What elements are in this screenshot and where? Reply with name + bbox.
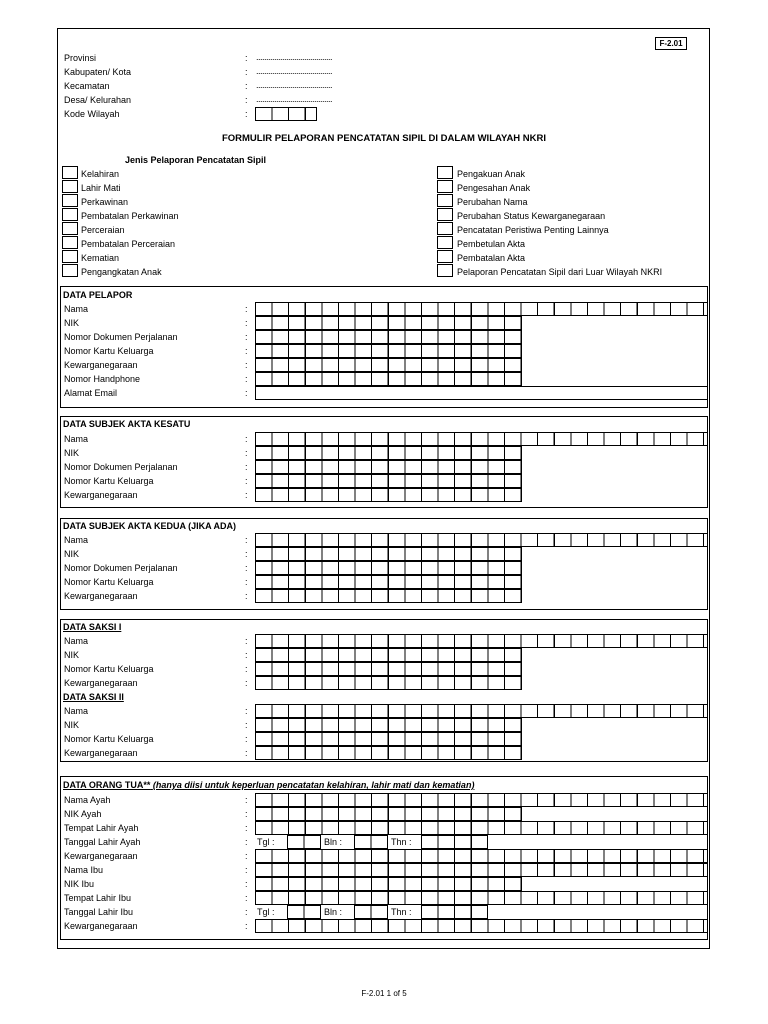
dokumen-cells[interactable] <box>255 330 522 344</box>
section-saksi1-title: DATA SAKSI I <box>63 622 122 632</box>
kecamatan-input[interactable]: ...................................... <box>256 80 333 90</box>
field-label: Nama <box>64 434 89 444</box>
field-label: Kewarganegaraan <box>64 591 138 601</box>
kabupaten-label: Kabupaten/ Kota <box>64 67 132 77</box>
report-type-checkbox[interactable] <box>62 166 78 179</box>
form-title: FORMULIR PELAPORAN PENCATATAN SIPIL DI DALAM WILAYAH NKRI <box>221 133 547 144</box>
kk-cells[interactable] <box>255 344 522 358</box>
field-label: Nomor Kartu Keluarga <box>64 734 154 744</box>
nik-cells[interactable] <box>255 446 522 460</box>
report-type-label: Perubahan Nama <box>457 197 528 207</box>
desa-input[interactable]: ...................................... <box>256 94 333 104</box>
field-label: Kewarganegaraan <box>64 360 138 370</box>
field-label: NIK <box>64 448 80 458</box>
colon: : <box>245 476 248 486</box>
kewarganegaraan-cells[interactable] <box>255 589 522 603</box>
page-footer: F-2.01 1 of 5 <box>361 989 407 998</box>
section-orangtua-title <box>63 780 474 790</box>
colon: : <box>245 577 248 587</box>
kecamatan-label: Kecamatan <box>64 81 110 91</box>
section-orangtua-title-text: DATA ORANG TUA** <box>63 780 151 790</box>
report-type-checkbox[interactable] <box>437 264 453 277</box>
field-label: NIK <box>64 318 80 328</box>
kewarganegaraan-cells[interactable] <box>255 746 522 760</box>
email-field[interactable] <box>255 386 708 400</box>
colon: : <box>245 809 248 819</box>
colon: : <box>245 591 248 601</box>
kk-cells[interactable] <box>255 732 522 746</box>
field-label: Kewarganegaraan <box>64 748 138 758</box>
colon: : <box>245 332 248 342</box>
tempat-lahir-ibu-cells[interactable] <box>255 891 708 905</box>
colon: : <box>245 706 248 716</box>
day-label: Tgl : <box>257 837 275 847</box>
field-label: Nomor Kartu Keluarga <box>64 476 154 486</box>
report-type-label: Kematian <box>81 253 120 263</box>
day-label: Tgl : <box>257 907 275 917</box>
field-label: Nomor Dokumen Perjalanan <box>64 462 178 472</box>
handphone-cells[interactable] <box>255 372 522 386</box>
day-cells[interactable] <box>287 835 321 849</box>
field-label: Nama Ayah <box>64 795 111 805</box>
nama-cells[interactable] <box>255 704 708 718</box>
colon: : <box>245 304 248 314</box>
section-orangtua-note: (hanya diisi untuk keperluan pencatatan kelahiran, lahir mati dan kematian) <box>152 780 475 790</box>
colon: : <box>245 636 248 646</box>
desa-label: Desa/ Kelurahan <box>64 95 132 105</box>
report-type-checkbox[interactable] <box>437 250 453 263</box>
report-type-checkbox[interactable] <box>62 180 78 193</box>
field-label: Kewarganegaraan <box>64 678 138 688</box>
field-label: NIK Ibu <box>64 879 95 889</box>
field-label: NIK <box>64 549 80 559</box>
report-type-label: Pembatalan Perkawinan <box>81 211 179 221</box>
kewarganegaraan-ibu-cells[interactable] <box>255 919 708 933</box>
colon: : <box>245 318 248 328</box>
report-type-label: Pencatatan Peristiwa Penting Lainnya <box>457 225 609 235</box>
report-type-label: Pengesahan Anak <box>457 183 531 193</box>
report-type-checkbox[interactable] <box>437 180 453 193</box>
provinsi-input[interactable]: ...................................... <box>256 52 333 62</box>
colon: : <box>245 53 248 63</box>
month-label: Bln : <box>324 837 343 847</box>
kode-wilayah-label: Kode Wilayah <box>64 109 120 119</box>
field-label: NIK <box>64 720 80 730</box>
report-type-checkbox[interactable] <box>62 236 78 249</box>
nama-cells[interactable] <box>255 533 708 547</box>
field-label: Nama <box>64 535 89 545</box>
colon: : <box>245 462 248 472</box>
colon: : <box>245 346 248 356</box>
report-type-checkbox[interactable] <box>62 250 78 263</box>
field-label: Tanggal Lahir Ayah <box>64 837 141 847</box>
nama-cells[interactable] <box>255 302 708 316</box>
nik-ayah-cells[interactable] <box>255 807 522 821</box>
section-subjek1-title: DATA SUBJEK AKTA KESATU <box>63 419 191 429</box>
year-cells[interactable] <box>421 905 488 919</box>
colon: : <box>245 549 248 559</box>
year-label: Thn : <box>391 907 412 917</box>
nama-ibu-cells[interactable] <box>255 863 708 877</box>
form-code: F-2.01 <box>655 37 687 50</box>
year-cells[interactable] <box>421 835 488 849</box>
colon: : <box>245 865 248 875</box>
field-label: Nomor Kartu Keluarga <box>64 577 154 587</box>
nama-cells[interactable] <box>255 432 708 446</box>
colon: : <box>245 81 248 91</box>
kewarganegaraan-cells[interactable] <box>255 488 522 502</box>
report-type-checkbox[interactable] <box>437 166 453 179</box>
kk-cells[interactable] <box>255 662 522 676</box>
colon: : <box>245 921 248 931</box>
colon: : <box>245 678 248 688</box>
colon: : <box>245 388 248 398</box>
colon: : <box>245 851 248 861</box>
field-label: NIK <box>64 650 80 660</box>
field-label: Nama Ibu <box>64 865 104 875</box>
nik-cells[interactable] <box>255 718 522 732</box>
kk-cells[interactable] <box>255 474 522 488</box>
colon: : <box>245 535 248 545</box>
colon: : <box>245 664 248 674</box>
provinsi-label: Provinsi <box>64 53 97 63</box>
report-type-label: Pembatalan Perceraian <box>81 239 176 249</box>
field-label: Kewarganegaraan <box>64 490 138 500</box>
section-subjek2-title: DATA SUBJEK AKTA KEDUA (JIKA ADA) <box>63 521 236 531</box>
report-type-label: Pelaporan Pencatatan Sipil dari Luar Wilayah NKRI <box>457 267 663 277</box>
colon: : <box>245 67 248 77</box>
colon: : <box>245 434 248 444</box>
report-type-label: Perkawinan <box>81 197 129 207</box>
field-label: Tanggal Lahir Ibu <box>64 907 134 917</box>
kode-wilayah-cells[interactable] <box>255 107 317 121</box>
dokumen-cells[interactable] <box>255 561 522 575</box>
field-label: Nomor Dokumen Perjalanan <box>64 563 178 573</box>
colon: : <box>245 907 248 917</box>
nik-cells[interactable] <box>255 316 522 330</box>
field-label: Tempat Lahir Ibu <box>64 893 132 903</box>
nik-ibu-cells[interactable] <box>255 877 522 891</box>
colon: : <box>245 563 248 573</box>
field-label: Alamat Email <box>64 388 118 398</box>
report-type-checkbox[interactable] <box>437 208 453 221</box>
colon: : <box>245 360 248 370</box>
colon: : <box>245 734 248 744</box>
field-label: Nomor Kartu Keluarga <box>64 346 154 356</box>
colon: : <box>245 795 248 805</box>
colon: : <box>245 448 248 458</box>
colon: : <box>245 490 248 500</box>
kabupaten-input[interactable]: ...................................... <box>256 66 333 76</box>
colon: : <box>245 893 248 903</box>
report-type-label: Pengakuan Anak <box>457 169 526 179</box>
tempat-lahir-ayah-cells[interactable] <box>255 821 708 835</box>
colon: : <box>245 109 248 119</box>
kk-cells[interactable] <box>255 575 522 589</box>
section-pelapor-title: DATA PELAPOR <box>63 290 133 300</box>
field-label: Nomor Dokumen Perjalanan <box>64 332 178 342</box>
kewarganegaraan-ayah-cells[interactable] <box>255 849 708 863</box>
report-type-checkbox[interactable] <box>62 222 78 235</box>
kewarganegaraan-cells[interactable] <box>255 676 522 690</box>
colon: : <box>245 837 248 847</box>
field-label: Nama <box>64 636 89 646</box>
report-type-checkbox[interactable] <box>437 194 453 207</box>
report-type-checkbox[interactable] <box>62 208 78 221</box>
field-label: NIK Ayah <box>64 809 102 819</box>
month-label: Bln : <box>324 907 343 917</box>
colon: : <box>245 748 248 758</box>
field-label: Kewarganegaraan <box>64 921 138 931</box>
day-cells[interactable] <box>287 905 321 919</box>
field-label: Tempat Lahir Ayah <box>64 823 139 833</box>
field-label: Nomor Kartu Keluarga <box>64 664 154 674</box>
report-type-checkbox[interactable] <box>437 236 453 249</box>
field-label: Nomor Handphone <box>64 374 141 384</box>
field-label: Kewarganegaraan <box>64 851 138 861</box>
report-types-title: Jenis Pelaporan Pencatatan Sipil <box>125 155 267 165</box>
dokumen-cells[interactable] <box>255 460 522 474</box>
report-type-checkbox[interactable] <box>62 264 78 277</box>
month-cells[interactable] <box>354 905 388 919</box>
report-type-checkbox[interactable] <box>62 194 78 207</box>
report-type-checkbox[interactable] <box>437 222 453 235</box>
nama-cells[interactable] <box>255 634 708 648</box>
report-type-label: Pembatalan Akta <box>457 253 526 263</box>
report-type-label: Pengangkatan Anak <box>81 267 162 277</box>
field-label: Nama <box>64 304 89 314</box>
colon: : <box>245 95 248 105</box>
report-type-label: Pembetulan Akta <box>457 239 526 249</box>
field-label: Nama <box>64 706 89 716</box>
report-type-label: Kelahiran <box>81 169 120 179</box>
nik-cells[interactable] <box>255 547 522 561</box>
colon: : <box>245 879 248 889</box>
colon: : <box>245 720 248 730</box>
section-saksi2-title: DATA SAKSI II <box>63 692 124 702</box>
nik-cells[interactable] <box>255 648 522 662</box>
month-cells[interactable] <box>354 835 388 849</box>
colon: : <box>245 823 248 833</box>
report-type-label: Lahir Mati <box>81 183 121 193</box>
nama-ayah-cells[interactable] <box>255 793 708 807</box>
kewarganegaraan-cells[interactable] <box>255 358 522 372</box>
report-type-label: Perubahan Status Kewarganegaraan <box>457 211 606 221</box>
year-label: Thn : <box>391 837 412 847</box>
colon: : <box>245 374 248 384</box>
colon: : <box>245 650 248 660</box>
report-type-label: Perceraian <box>81 225 125 235</box>
